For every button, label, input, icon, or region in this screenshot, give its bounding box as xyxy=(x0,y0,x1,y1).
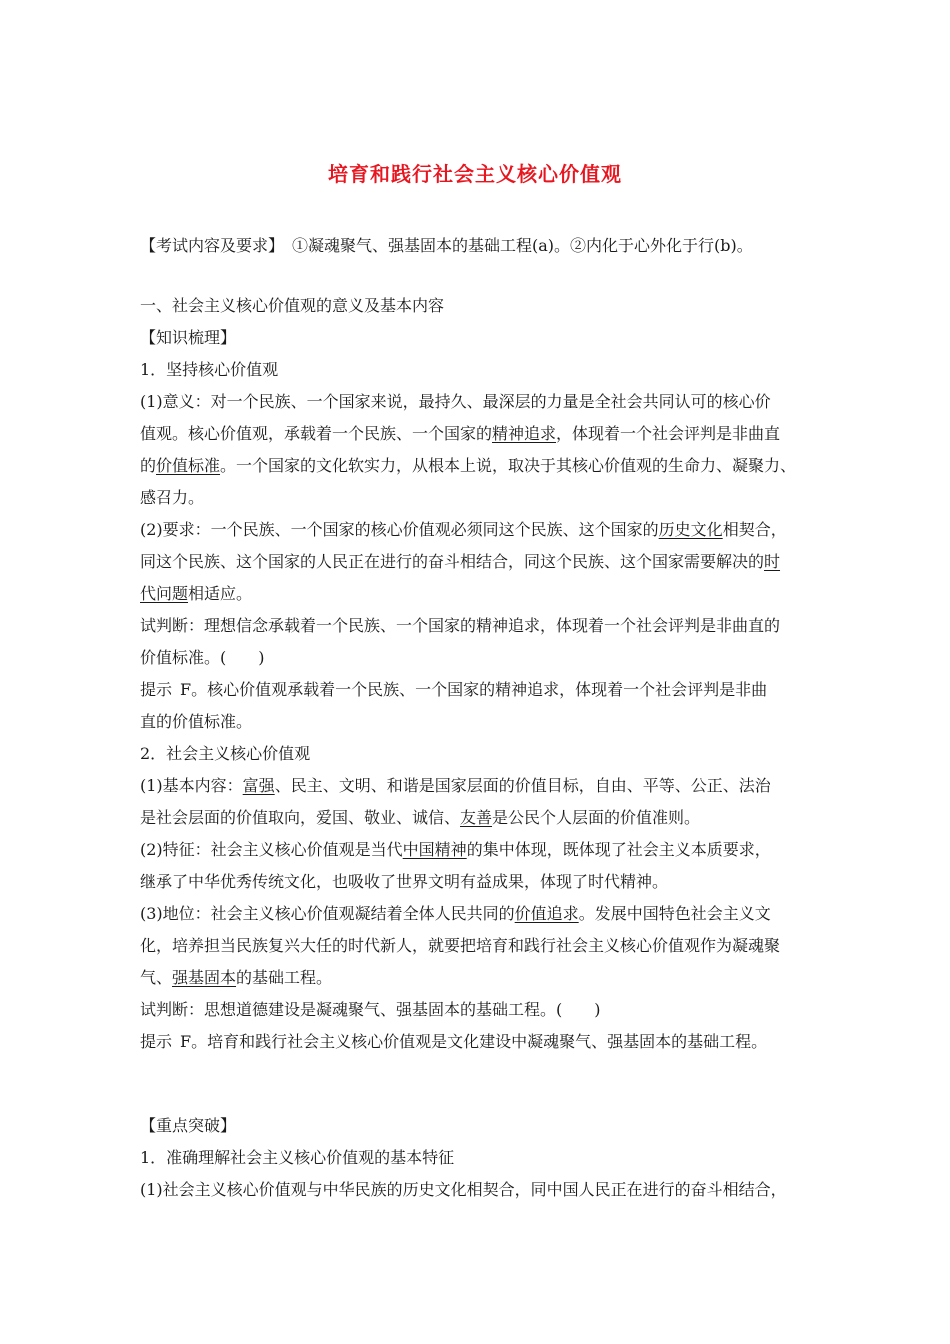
underlined-term: 友善 xyxy=(460,808,493,827)
text-line: 直的价值标准。 xyxy=(140,712,253,731)
underlined-term: 代问题 xyxy=(140,584,189,603)
underlined-term: 历史文化 xyxy=(658,520,723,539)
section-heading: 一、社会主义核心价值观的意义及基本内容 xyxy=(140,296,445,315)
underlined-term: 富强 xyxy=(242,776,275,795)
text-line: 代问题相适应。 xyxy=(140,584,253,603)
text-line: 化，培养担当民族复兴大任的时代新人，就要把培育和践行社会主义核心价值观作为凝魂聚 xyxy=(140,936,781,955)
item2-heading: 2．社会主义核心价值观 xyxy=(140,744,311,763)
content-paragraph xyxy=(140,770,815,834)
requirements-text: ①凝魂聚气、强基固本的基础工程(a)。②内化于心外化于行(b)。 xyxy=(292,236,753,255)
feature-paragraph xyxy=(140,834,815,898)
hint-label: 提示 xyxy=(140,680,173,699)
underlined-term: 精神追求 xyxy=(492,424,557,443)
requirement-paragraph xyxy=(140,514,815,610)
text-line: 价值标准。( ) xyxy=(140,648,265,667)
hint-label: 提示 xyxy=(140,1032,173,1051)
text-line: (1)基本内容：富强、民主、文明、和谐是国家层面的价值目标，自由、平等、公正、法治 xyxy=(140,776,771,795)
text-line: 同这个民族、这个国家的人民正在进行的奋斗相结合，同这个民族、这个国家需要解决的时 xyxy=(140,552,781,571)
key-item1-line: (1)社会主义核心价值观与中华民族的历史文化相契合，同中国人民正在进行的奋斗相结合， xyxy=(140,1180,787,1199)
text-line: 气、强基固本的基础工程。 xyxy=(140,968,333,987)
text-line: 感召力。 xyxy=(140,488,205,507)
page-title: 培育和践行社会主义核心价值观 xyxy=(328,162,622,186)
judge-question-2: 试判断：思想道德建设是凝魂聚气、强基固本的基础工程。( ) xyxy=(140,1000,601,1019)
text-line: 继承了中华优秀传统文化，也吸收了世界文明有益成果，体现了时代精神。 xyxy=(140,872,669,891)
text-line: (1)意义：对一个民族、一个国家来说，最持久、最深层的力量是全社会共同认可的核心价 xyxy=(140,392,771,411)
hint-1 xyxy=(140,674,815,738)
text-line: (2)要求：一个民族、一个国家的核心价值观必须同这个民族、这个国家的历史文化相契合， xyxy=(140,520,787,539)
key-item1-heading: 1．准确理解社会主义核心价值观的基本特征 xyxy=(140,1148,455,1167)
underlined-term: 时 xyxy=(764,552,781,571)
text-line: 值观。核心价值观，承载着一个民族、一个国家的精神追求，体现着一个社会评判是非曲直 xyxy=(140,424,781,443)
text-line: 试判断：理想信念承载着一个民族、一个国家的精神追求，体现着一个社会评判是非曲直的 xyxy=(140,616,781,635)
text-line: (3)地位：社会主义核心价值观凝结着全体人民共同的价值追求。发展中国特色社会主义文 xyxy=(140,904,771,923)
meaning-paragraph xyxy=(140,386,815,514)
text-line: (2)特征：社会主义核心价值观是当代中国精神的集中体现，既体现了社会主义本质要求， xyxy=(140,840,771,859)
underlined-term: 中国精神 xyxy=(402,840,467,859)
judge-question-1 xyxy=(140,610,815,674)
item1-heading: 1．坚持核心价值观 xyxy=(140,360,279,379)
text-line: 的价值标准。一个国家的文化软实力，从根本上说，取决于其核心价值观的生命力、凝聚力、 xyxy=(140,456,797,475)
underlined-term: 价值标准 xyxy=(156,456,221,475)
status-paragraph xyxy=(140,898,815,994)
text-line: 是社会层面的价值取向，爱国、敬业、诚信、友善是公民个人层面的价值准则。 xyxy=(140,808,701,827)
knowledge-label: 【知识梳理】 xyxy=(140,328,237,347)
requirements-label: 【考试内容及要求】 xyxy=(140,236,285,255)
underlined-term: 价值追求 xyxy=(514,904,579,923)
exam-requirements xyxy=(140,230,815,262)
underlined-term: 强基固本 xyxy=(172,968,237,987)
key-points-label: 【重点突破】 xyxy=(140,1116,237,1135)
hint-2: 提示 F。培育和践行社会主义核心价值观是文化建设中凝魂聚气、强基固本的基础工程。 xyxy=(140,1032,768,1051)
text-line: 提示 F。核心价值观承载着一个民族、一个国家的精神追求，体现着一个社会评判是非曲 xyxy=(140,680,768,699)
